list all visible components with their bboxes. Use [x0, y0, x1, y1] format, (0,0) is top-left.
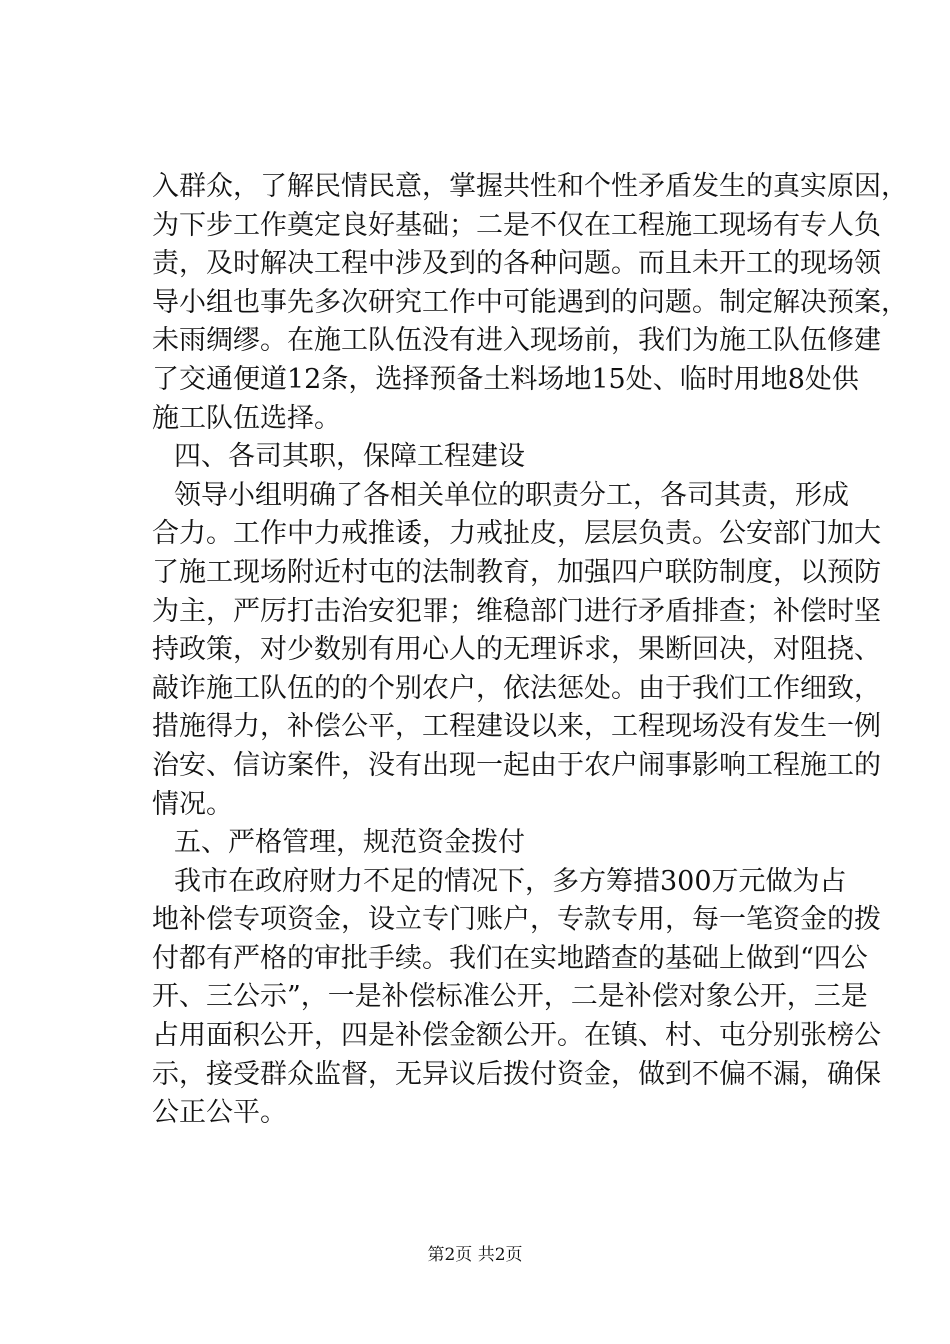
text-line: 了交通便道12条，选择预备土料场地15处、临时用地8处供 — [152, 363, 859, 395]
text-line: 治安、信访案件，没有出现一起由于农户闹事影响工程施工的 — [152, 749, 881, 781]
text-line: 情况。 — [152, 788, 233, 820]
text-line: 公正公平。 — [152, 1097, 287, 1129]
text-line: 了施工现场附近村屯的法制教育，加强四户联防制度，以预防 — [152, 556, 881, 588]
text-line: 我市在政府财力不足的情况下，多方筹措300万元做为占 — [174, 865, 847, 897]
text-line: 未雨绸缪。在施工队伍没有进入现场前，我们为施工队伍修建 — [152, 325, 881, 357]
text-line: 责，及时解决工程中涉及到的各种问题。而且未开工的现场领 — [152, 248, 881, 280]
text-line: 占用面积公开，四是补偿金额公开。在镇、村、屯分别张榜公 — [152, 1020, 881, 1052]
text-line: 施工队伍选择。 — [152, 402, 341, 434]
text-line: 措施得力，补偿公平，工程建设以来，工程现场没有发生一例 — [152, 711, 881, 743]
text-line: 持政策，对少数别有用心人的无理诉求，果断回决，对阻挠、 — [152, 634, 881, 666]
text-line: 导小组也事先多次研究工作中可能遇到的问题。制定解决预案， — [152, 286, 908, 318]
text-line: 示，接受群众监督，无异议后拨付资金，做到不偏不漏，确保 — [152, 1058, 881, 1090]
section-heading: 五、严格管理，规范资金拨付 — [174, 827, 525, 859]
text-line: 敲诈施工队伍的的个别农户，依法惩处。由于我们工作细致， — [152, 672, 881, 704]
text-line: 领导小组明确了各相关单位的职责分工，各司其责，形成 — [174, 479, 849, 511]
section-heading: 四、各司其职，保障工程建设 — [174, 441, 525, 473]
text-line: 入群众，了解民情民意，掌握共性和个性矛盾发生的真实原因， — [152, 171, 908, 202]
text-line: 合力。工作中力戒推诿，力戒扯皮，层层负责。公安部门加大 — [152, 518, 881, 550]
page-footer: 第2页 共2页 — [427, 1245, 523, 1265]
document-body — [152, 168, 908, 1133]
text-line: 为下步工作奠定良好基础；二是不仅在工程施工现场有专人负 — [152, 209, 881, 241]
text-line: 地补偿专项资金，设立专门账户，专款专用，每一笔资金的拨 — [152, 904, 881, 936]
text-line: 为主，严厉打击治安犯罪；维稳部门进行矛盾排查；补偿时坚 — [152, 595, 881, 627]
text-line: 付都有严格的审批手续。我们在实地踏查的基础上做到“四公 — [152, 942, 868, 974]
text-line: 开、三公示”，一是补偿标准公开，二是补偿对象公开，三是 — [152, 981, 868, 1013]
